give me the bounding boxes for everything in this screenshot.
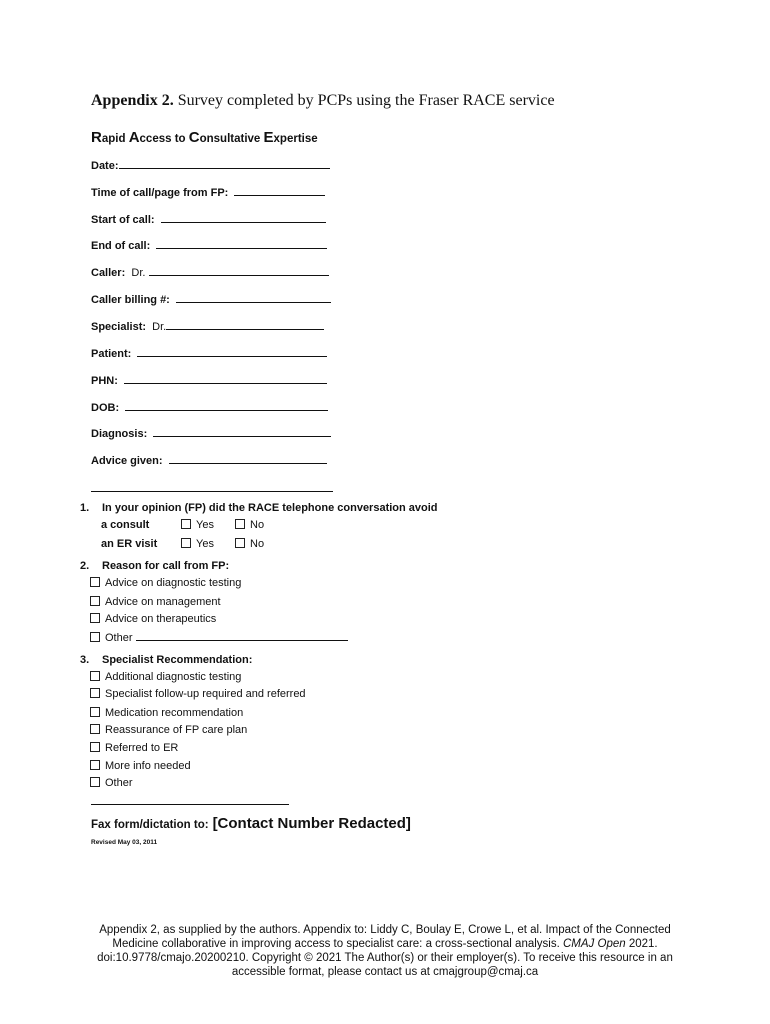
footer-line-2a: Medicine collaborative in improving access to specialist care: a cross-sectional analysis.	[112, 938, 563, 950]
field-diagnosis-label: Diagnosis:	[91, 428, 148, 440]
q3-option-label: Reassurance of FP care plan	[105, 724, 248, 736]
race-letter-r: R	[91, 129, 102, 146]
fax-contact: [Contact Number Redacted]	[212, 815, 411, 832]
q3-option-label: Additional diagnostic testing	[105, 671, 242, 683]
q3-option-other[interactable]	[90, 777, 133, 789]
race-word-consultative: onsultative	[199, 133, 264, 145]
q1-consult-yes-label: Yes	[196, 519, 214, 531]
field-billing-input[interactable]	[176, 292, 331, 303]
fax-line	[91, 815, 411, 832]
checkbox-icon[interactable]	[90, 760, 100, 770]
fax-label: Fax form/dictation to:	[91, 819, 209, 831]
advice-extra-line[interactable]	[91, 491, 333, 492]
field-advice	[91, 453, 327, 467]
q1-consult-no-label: No	[250, 519, 265, 531]
revised-date: Revised May 03, 2011	[91, 839, 158, 846]
field-end-input[interactable]	[156, 238, 327, 249]
field-phn-label: PHN:	[91, 375, 118, 387]
race-letter-c: C	[188, 129, 200, 146]
q3-option-label: More info needed	[105, 760, 191, 772]
q2-option-label: Advice on diagnostic testing	[105, 577, 242, 589]
footer-line-3: doi:10.9778/cmajo.20200210. Copyright © 2021 The Author(s) or their employer(s). To receive this resource in an	[97, 952, 673, 964]
checkbox-icon[interactable]	[181, 519, 191, 529]
q2-option[interactable]	[90, 577, 241, 589]
field-date	[91, 158, 330, 172]
checkbox-icon[interactable]	[90, 688, 100, 698]
page-title	[91, 92, 555, 110]
q1-er-no-label: No	[250, 538, 265, 550]
field-specialist-input[interactable]	[166, 319, 324, 330]
checkbox-icon[interactable]	[90, 724, 100, 734]
field-caller-input[interactable]	[149, 265, 329, 276]
q3-number: 3.	[80, 654, 90, 666]
q2-text: Reason for call from FP:	[102, 560, 230, 572]
field-dob-input[interactable]	[125, 400, 328, 411]
race-subtitle	[91, 129, 318, 146]
q3-option-label: Referred to ER	[105, 742, 179, 754]
q2-number: 2.	[80, 560, 90, 572]
field-diagnosis	[91, 426, 331, 440]
q3-option-label: Specialist follow-up required and referred	[105, 688, 306, 700]
field-patient-label: Patient:	[91, 348, 132, 360]
q1-consult-yes[interactable]	[181, 519, 214, 531]
race-letter-e: E	[263, 129, 274, 146]
field-dob-label: DOB:	[91, 402, 120, 414]
q2-option-label: Other	[105, 632, 133, 644]
q2-other-input[interactable]	[136, 630, 348, 641]
q3-option[interactable]	[90, 707, 243, 719]
field-date-input[interactable]	[119, 158, 330, 169]
field-start-input[interactable]	[161, 212, 326, 223]
q2-option-label: Advice on management	[105, 596, 221, 608]
q3-option[interactable]	[90, 688, 306, 700]
q1-text: In your opinion (FP) did the RACE telephone conversation avoid	[102, 502, 438, 514]
q2-option[interactable]	[90, 613, 216, 625]
checkbox-icon[interactable]	[90, 777, 100, 787]
q3-option-label: Other	[105, 777, 133, 789]
checkbox-icon[interactable]	[235, 538, 245, 548]
q2-option-other[interactable]	[90, 630, 348, 644]
race-letter-a: A	[128, 129, 140, 146]
checkbox-icon[interactable]	[235, 519, 245, 529]
field-caller-label: Caller:	[91, 267, 126, 279]
field-end	[91, 238, 327, 252]
q3-option[interactable]	[90, 760, 191, 772]
q1-number: 1.	[80, 502, 90, 514]
q3-option-label: Medication recommendation	[105, 707, 244, 719]
field-time-input[interactable]	[234, 185, 325, 196]
footer-citation	[60, 923, 710, 979]
field-phn-input[interactable]	[124, 373, 327, 384]
q1-er-label: an ER visit	[101, 538, 158, 550]
checkbox-icon[interactable]	[90, 596, 100, 606]
footer-journal: CMAJ Open	[563, 938, 626, 950]
q3-text: Specialist Recommendation:	[102, 654, 253, 666]
race-word-access: ccess to	[139, 133, 189, 145]
field-end-label: End of call:	[91, 240, 151, 252]
q1-er-no[interactable]	[235, 538, 264, 550]
q3-other-input[interactable]	[91, 804, 289, 805]
field-phn	[91, 373, 327, 387]
field-advice-input[interactable]	[169, 453, 327, 464]
field-patient	[91, 346, 327, 360]
footer-line-1: Appendix 2, as supplied by the authors. Appendix to: Liddy C, Boulay E, Crowe L, et al. Impact of the Connected	[99, 924, 671, 936]
footer-line-2	[60, 937, 710, 951]
field-patient-input[interactable]	[137, 346, 327, 357]
field-date-label: Date:	[91, 160, 119, 172]
field-advice-label: Advice given:	[91, 455, 163, 467]
race-word-rapid: apid	[101, 133, 129, 145]
field-specialist-prefix: Dr.	[152, 321, 167, 333]
footer-line-2b: 2021.	[625, 938, 658, 950]
field-specialist-label: Specialist:	[91, 321, 147, 333]
title-prefix: Appendix 2.	[91, 92, 174, 109]
field-diagnosis-input[interactable]	[153, 426, 331, 437]
field-start-label: Start of call:	[91, 214, 155, 226]
field-specialist	[91, 319, 324, 333]
footer-line-4: accessible format, please contact us at cmajgroup@cmaj.ca	[231, 966, 539, 978]
q3-option[interactable]	[90, 724, 247, 736]
field-caller-prefix: Dr.	[131, 267, 146, 279]
q2-option[interactable]	[90, 596, 221, 608]
field-caller	[91, 265, 329, 279]
q1-consult-label: a consult	[101, 519, 150, 531]
checkbox-icon[interactable]	[90, 577, 100, 587]
field-time-label: Time of call/page from FP:	[91, 187, 229, 199]
field-billing	[91, 292, 331, 306]
checkbox-icon[interactable]	[181, 538, 191, 548]
q2-option-label: Advice on therapeutics	[105, 613, 217, 625]
checkbox-icon[interactable]	[90, 742, 100, 752]
q3-option[interactable]	[90, 742, 178, 754]
checkbox-icon[interactable]	[90, 707, 100, 717]
race-word-expertise: xpertise	[273, 133, 318, 145]
field-dob	[91, 400, 328, 414]
q1-er-yes[interactable]	[181, 538, 214, 550]
field-time	[91, 185, 325, 199]
checkbox-icon[interactable]	[90, 671, 100, 681]
title-text: Survey completed by PCPs using the Fraser RACE service	[173, 92, 555, 109]
q1-consult-no[interactable]	[235, 519, 264, 531]
field-start	[91, 212, 326, 226]
q3-option[interactable]	[90, 671, 241, 683]
q1-er-yes-label: Yes	[196, 538, 214, 550]
checkbox-icon[interactable]	[90, 632, 100, 642]
field-billing-label: Caller billing #:	[91, 294, 170, 306]
checkbox-icon[interactable]	[90, 613, 100, 623]
